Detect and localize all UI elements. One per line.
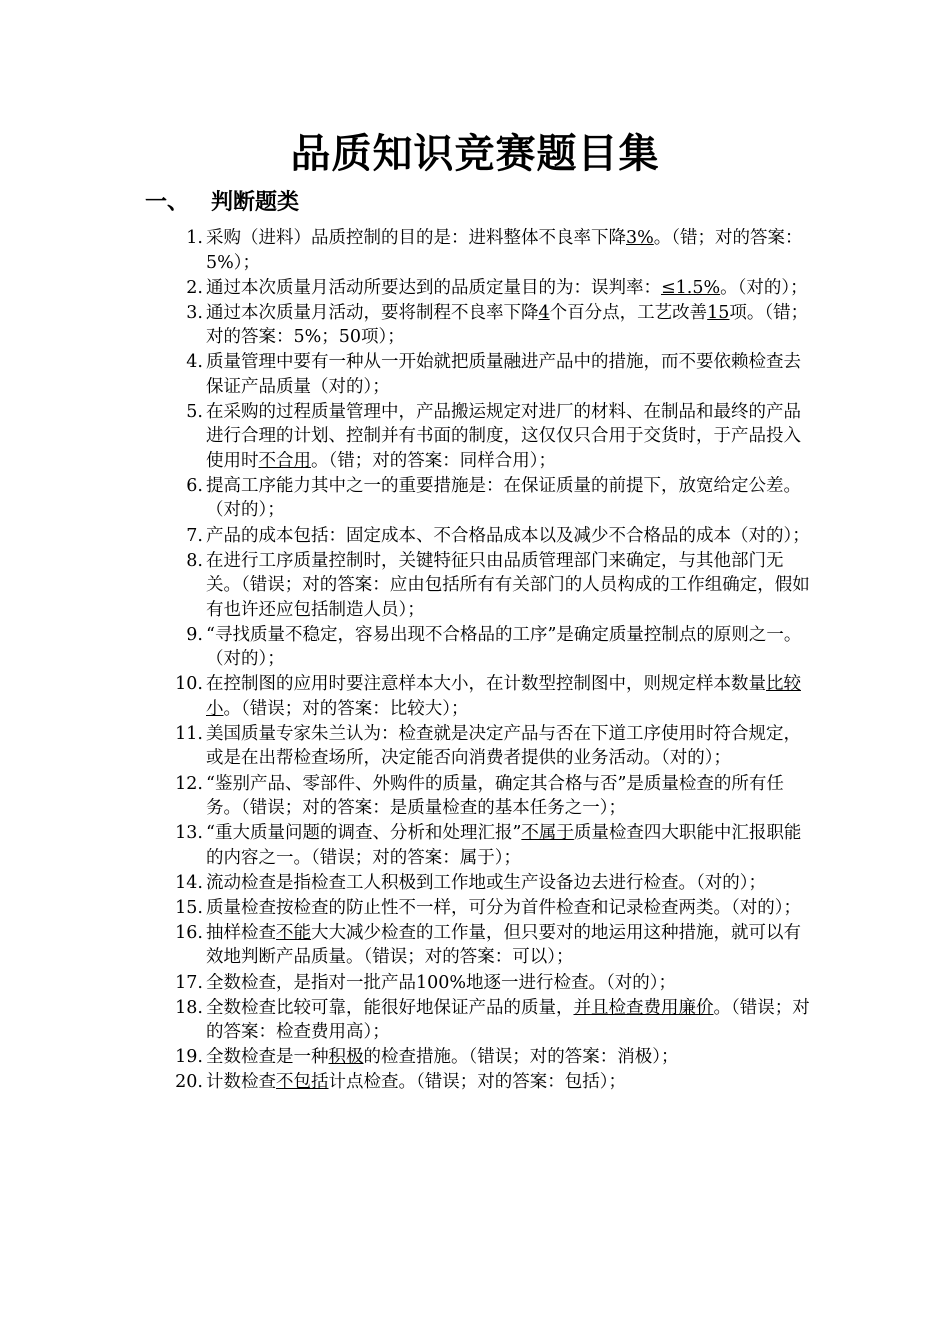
underlined-text: 不合用	[258, 450, 311, 471]
text-segment: 通过本次质量月活动，要将制程不良率下降	[206, 302, 539, 323]
list-item	[168, 996, 812, 1045]
item-text	[206, 996, 812, 1045]
underlined-text: 并且检查费用廉价	[573, 997, 714, 1018]
text-segment: 计点检查。（错误；对的答案：包括）；	[328, 1072, 626, 1093]
list-item	[168, 821, 812, 870]
item-text	[206, 722, 812, 771]
list-item	[168, 301, 812, 350]
item-text	[206, 672, 812, 721]
item-text	[206, 772, 812, 821]
item-text	[206, 474, 812, 523]
underlined-text: 比较小	[206, 674, 801, 719]
text-segment: 计数检查	[206, 1072, 276, 1093]
question-list	[168, 226, 812, 1095]
list-item	[168, 1045, 812, 1070]
item-number: 14.	[175, 872, 203, 893]
item-number: 8.	[186, 550, 203, 571]
text-segment: 提高工序能力其中之一的重要措施是：在保证质量的前提下，放宽给定公差。（对的）；	[206, 475, 801, 521]
list-item	[168, 672, 812, 721]
item-text	[206, 400, 812, 474]
list-item	[168, 1070, 812, 1095]
item-number: 4.	[186, 352, 203, 373]
item-text	[206, 821, 812, 870]
underlined-text: 不包括	[276, 1072, 329, 1093]
text-segment: 通过本次质量月活动所要达到的品质定量目的为：误判率：	[206, 277, 661, 298]
list-item	[168, 226, 812, 275]
text-segment: 。（错；对的答案：5%）；	[206, 228, 803, 273]
item-text	[206, 1070, 812, 1095]
underlined-text: 15	[707, 302, 730, 323]
list-item	[168, 276, 812, 301]
underlined-text: ≤1.5%	[661, 277, 721, 298]
item-text	[206, 549, 812, 623]
text-segment: 在控制图的应用时要注意样本大小，在计数型控制图中，则规定样本数量	[206, 674, 766, 695]
text-segment: “重大质量问题的调查、分析和处理汇报”	[206, 823, 522, 844]
item-text	[206, 896, 812, 921]
text-segment: 全数检查，是指对一批产品100%地逐一进行检查。（对的）；	[206, 972, 677, 993]
text-segment: 抽样检查	[206, 922, 276, 943]
underlined-text: 4	[538, 302, 550, 323]
underlined-text: 不属于	[521, 823, 574, 844]
list-item	[168, 722, 812, 771]
text-segment: 。（错误；对的答案：检查费用高）；	[206, 997, 810, 1043]
item-number: 2.	[186, 277, 203, 298]
page-title: 品质知识竞赛题目集	[290, 130, 660, 177]
section-heading	[145, 188, 299, 218]
text-segment: 全数检查比较可靠，能很好地保证产品的质量，	[206, 997, 574, 1018]
list-item	[168, 350, 812, 399]
underlined-text: 3%	[626, 228, 654, 248]
text-segment: “寻找质量不稳定，容易出现不合格品的工序”是确定质量控制点的原则之一。（对的）；	[206, 624, 802, 670]
text-segment: 。（错误；对的答案：比较大）；	[223, 698, 469, 719]
underlined-text: 积极	[328, 1047, 364, 1068]
list-item	[168, 772, 812, 821]
item-text	[206, 276, 812, 301]
text-segment: “鉴别产品、零部件、外购件的质量，确定其合格与否”是质量检查的所有任务。（错误；对的答案：是质量检查的基本任务之一）；	[206, 773, 784, 819]
list-item	[168, 871, 812, 896]
item-text	[206, 524, 812, 549]
text-segment: 在进行工序质量控制时，关键特征只由品质管理部门来确定，与其他部门无关。（错误；对的答案：应由包括所有有关部门的人员构成的工作组确定，假如有也许还应包括制造人员）；	[206, 550, 810, 620]
text-segment: 。（错；对的答案：同样合用）；	[311, 450, 556, 471]
item-text	[206, 623, 812, 672]
underlined-text: 不能	[276, 922, 311, 943]
list-item	[168, 400, 812, 474]
item-number: 19.	[175, 1047, 203, 1068]
item-number: 16.	[175, 922, 203, 943]
text-segment: 质量检查四大职能中汇报职能的内容之一。（错误；对的答案：属于）；	[206, 823, 802, 868]
list-item	[168, 549, 812, 623]
list-item	[168, 971, 812, 996]
item-number: 12.	[175, 773, 203, 794]
list-item	[168, 896, 812, 921]
item-number: 3.	[186, 302, 203, 323]
item-number: 15.	[175, 897, 203, 918]
text-segment: 的检查措施。（错误；对的答案：消极）；	[363, 1047, 679, 1068]
list-item	[168, 623, 812, 672]
item-number: 11.	[175, 723, 203, 744]
list-item	[168, 921, 812, 970]
item-number: 5.	[186, 401, 203, 422]
list-item	[168, 524, 812, 549]
text-segment: 。（对的）；	[720, 277, 808, 298]
text-segment: 个百分点，工艺改善	[549, 302, 708, 323]
item-number: 9.	[186, 624, 203, 645]
item-number: 7.	[186, 525, 203, 546]
text-segment: 质量检查按检查的防止性不一样，可分为首件检查和记录检查两类。（对的）；	[206, 897, 801, 918]
item-number: 13.	[175, 823, 203, 844]
text-segment: 流动检查是指检查工人积极到工作地或生产设备边去进行检查。（对的）；	[206, 872, 766, 893]
item-number: 10.	[175, 674, 203, 695]
item-text	[206, 921, 812, 970]
item-number: 1.	[186, 228, 203, 248]
text-segment: 美国质量专家朱兰认为：检查就是决定产品与否在下道工序使用时符合规定，或是在出帮检查场所，决定能否向消费者提供的业务活动。（对的）；	[206, 723, 801, 769]
item-text	[206, 971, 812, 996]
text-segment: 质量管理中要有一种从一开始就把质量融进产品中的措施，而不要依赖检查去保证产品质量（对的）；	[206, 352, 801, 397]
text-segment: 全数检查是一种	[206, 1047, 329, 1068]
section-label: 判断题类	[211, 190, 300, 215]
item-number: 17.	[175, 972, 203, 993]
item-number: 20.	[175, 1072, 203, 1093]
item-text	[206, 350, 812, 399]
list-item	[168, 474, 812, 523]
item-text	[206, 1045, 812, 1070]
item-number: 18.	[175, 997, 203, 1018]
text-segment: 采购（进料）品质控制的目的是：进料整体不良率下降	[206, 228, 626, 248]
text-segment: 项。（错；对的答案：5%；50项）；	[206, 302, 809, 348]
text-segment: 大大减少检查的工作量，但只要对的地运用这种措施，就可以有效地判断产品质量。（错误；对的答案：可以）；	[206, 922, 801, 968]
section-number: 一、	[145, 190, 190, 215]
item-text	[206, 871, 812, 896]
text-segment: 产品的成本包括：固定成本、不合格品成本以及减少不合格品的成本（对的）；	[206, 525, 810, 546]
item-text	[206, 301, 812, 350]
item-number: 6.	[186, 475, 203, 496]
text-segment: 在采购的过程质量管理中，产品搬运规定对进厂的材料、在制品和最终的产品进行合理的计划、控制并有书面的制度，这仅仅只合用于交货时，于产品投入使用时	[206, 401, 801, 471]
item-text	[206, 226, 812, 275]
